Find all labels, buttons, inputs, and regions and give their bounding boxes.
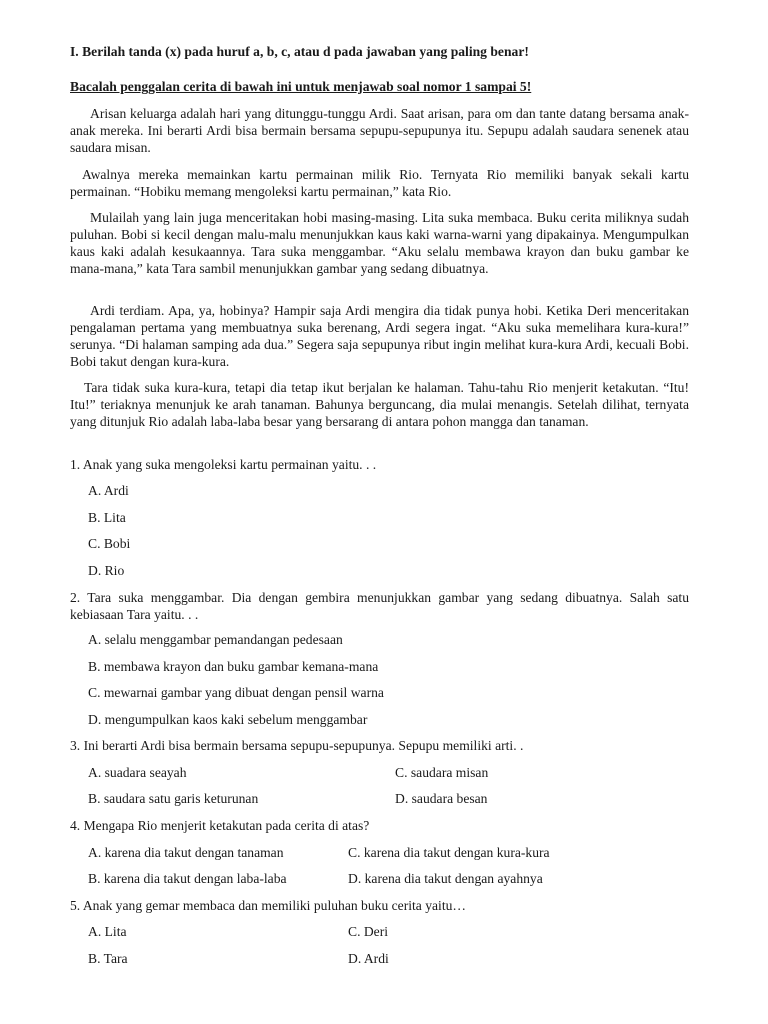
story-paragraph: Mulailah yang lain juga menceritakan hobi masing-masing. Lita suka membaca. Buku cerita miliknya sudah puluhan. Bobi si kecil dengan malu-malu menunjukkan kaus kaki warna-warni yang dipakainya. Mengumpulkan kaus kaki adalah kesukaannya. Tara suka menggambar. “Aku selalu membawa krayon dan buku gambar ke mana-mana,” kata Tara sambil menunjukkan gambar yang sedang dibuatnya. (70, 210, 689, 276)
question-4-option-a[interactable]: A. karena dia takut dengan tanaman (88, 845, 284, 860)
story-paragraph: Awalnya mereka memainkan kartu permainan milik Rio. Ternyata Rio memiliki banyak sekali kartu permainan. “Hobiku memang mengoleksi kartu permainan,” kata Rio. (70, 167, 689, 199)
reading-heading: Bacalah penggalan cerita di bawah ini untuk menjawab soal nomor 1 sampai 5! (70, 79, 532, 94)
question-3-option-a[interactable]: A. suadara seayah (88, 765, 187, 780)
question-1-option-c[interactable]: C. Bobi (88, 536, 131, 551)
question-2: 2. Tara suka menggambar. Dia dengan gembira menunjukkan gambar yang sedang dibuatnya. Salah satu kebiasaan Tara yaitu. . . (70, 590, 689, 622)
question-2-option-a[interactable]: A. selalu menggambar pemandangan pedesaan (88, 632, 343, 647)
question-4-option-d[interactable]: D. karena dia takut dengan ayahnya (348, 871, 543, 886)
question-1-option-b[interactable]: B. Lita (88, 510, 126, 525)
question-2-option-d[interactable]: D. mengumpulkan kaos kaki sebelum menggambar (88, 712, 368, 727)
question-5-option-d[interactable]: D. Ardi (348, 951, 389, 966)
question-4-option-c[interactable]: C. karena dia takut dengan kura-kura (348, 845, 550, 860)
story-paragraph: Arisan keluarga adalah hari yang ditunggu-tunggu Ardi. Saat arisan, para om dan tante datang bersama anak-anak mereka. Ini berarti Ardi bisa bermain bersama sepupu-sepupunya itu. Sepupu adalah saudara senenek atau saudara misan. (70, 106, 689, 155)
story-paragraph: Ardi terdiam. Apa, ya, hobinya? Hampir saja Ardi mengira dia tidak punya hobi. Ketika Deri menceritakan pengalaman pertama yang membuatnya suka berenang, Ardi segera ingat. “Aku suka memelihara kura-kura!” serunya. “Di halaman samping ada dua.” Segera saja sepupunya ribut ingin melihat kura-kura Ardi, kecuali Bobi. Bobi takut dengan kura-kura. (70, 303, 689, 369)
question-5-option-c[interactable]: C. Deri (348, 924, 389, 939)
question-3-option-b[interactable]: B. saudara satu garis keturunan (88, 791, 259, 806)
question-3-option-c[interactable]: C. saudara misan (395, 765, 489, 780)
question-4-option-b[interactable]: B. karena dia takut dengan laba-laba (88, 871, 287, 886)
question-1: 1. Anak yang suka mengoleksi kartu permainan yaitu. . . (70, 457, 377, 472)
question-1-option-a[interactable]: A. Ardi (88, 483, 129, 498)
question-5-option-a[interactable]: A. Lita (88, 924, 127, 939)
question-3: 3. Ini berarti Ardi bisa bermain bersama sepupu-sepupunya. Sepupu memiliki arti. . (70, 738, 524, 753)
instruction-heading: I. Berilah tanda (x) pada huruf a, b, c, atau d pada jawaban yang paling benar! (70, 44, 529, 59)
question-2-option-c[interactable]: C. mewarnai gambar yang dibuat dengan pensil warna (88, 685, 384, 700)
question-1-option-d[interactable]: D. Rio (88, 563, 125, 578)
question-4: 4. Mengapa Rio menjerit ketakutan pada cerita di atas? (70, 818, 370, 833)
question-5: 5. Anak yang gemar membaca dan memiliki puluhan buku cerita yaitu… (70, 898, 466, 913)
story-paragraph: Tara tidak suka kura-kura, tetapi dia tetap ikut berjalan ke halaman. Tahu-tahu Rio menjerit ketakutan. “Itu! Itu!” teriaknya menunjuk ke arah tanaman. Bahunya berguncang, dia mulai menangis. Setelah dilihat, ternyata yang ditunjuk Rio adalah laba-laba besar yang bersarang di antara pohon mangga dan tanaman. (70, 380, 689, 429)
question-5-option-b[interactable]: B. Tara (88, 951, 128, 966)
question-3-option-d[interactable]: D. saudara besan (395, 791, 488, 806)
question-2-option-b[interactable]: B. membawa krayon dan buku gambar kemana-mana (88, 659, 379, 674)
